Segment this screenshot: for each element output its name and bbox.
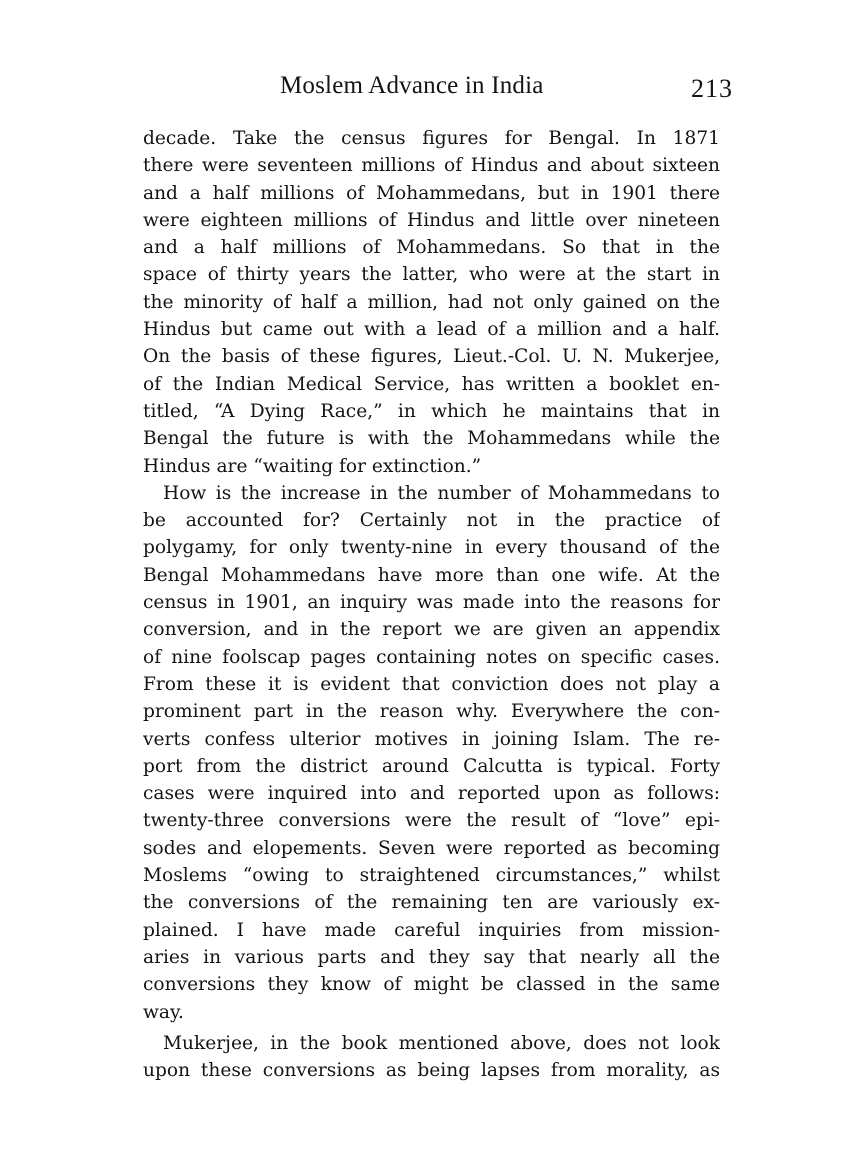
text-line: census in 1901, an inquiry was made into the reasons for — [143, 592, 720, 614]
text-line: decade. Take the census figures for Bengal. In 1871 — [143, 128, 720, 149]
text-line: of nine foolscap pages containing notes on specific cases. — [143, 646, 720, 668]
text-line: conversion, and in the report we are given an appendix — [143, 619, 720, 641]
body-text — [143, 125, 720, 1084]
text-line: the minority of half a million, had not only gained on the — [143, 291, 720, 313]
text-line: Bengal the future is with the Mohammedans while the — [143, 428, 720, 450]
text-line: and a half millions of Mohammedans. So that in the — [143, 237, 720, 259]
text-line: conversions they know of might be classed in the same — [143, 974, 720, 996]
text-line: there were seventeen millions of Hindus and about sixteen — [143, 155, 720, 177]
text-line: Mukerjee, in the book mentioned above, does not look — [163, 1032, 720, 1054]
text-line: plained. I have made careful inquiries from mission- — [143, 919, 720, 941]
text-line: aries in various parts and they say that nearly all the — [143, 946, 720, 968]
paragraph-3 — [143, 1030, 720, 1085]
text-line: be accounted for? Certainly not in the practice of — [143, 510, 720, 532]
running-title: Moslem Advance in India — [280, 72, 544, 99]
running-head — [143, 72, 737, 112]
text-line: How is the increase in the number of Mohammedans to — [163, 482, 720, 504]
text-line: the conversions of the remaining ten are variously ex- — [143, 892, 720, 914]
text-line: cases were inquired into and reported upon as follows: — [143, 783, 720, 805]
text-line: of the Indian Medical Service, has written a booklet en- — [143, 373, 720, 395]
text-line: way. — [143, 1001, 184, 1023]
text-line: port from the district around Calcutta is typical. Forty — [143, 755, 720, 777]
text-line: On the basis of these figures, Lieut.-Col. U. N. Mukerjee, — [143, 346, 720, 368]
text-line: and a half millions of Mohammedans, but in 1901 there — [143, 182, 720, 204]
paragraph-2 — [143, 480, 720, 1026]
text-line: verts confess ulterior motives in joining Islam. The re- — [143, 728, 720, 750]
text-line: Hindus are “waiting for extinction.” — [143, 455, 482, 477]
text-line: were eighteen millions of Hindus and little over nineteen — [143, 209, 720, 231]
paragraph-1 — [143, 125, 720, 480]
text-line: space of thirty years the latter, who were at the start in — [143, 264, 720, 286]
text-line: Bengal Mohammedans have more than one wife. At the — [143, 564, 720, 586]
text-line: polygamy, for only twenty-nine in every thousand of the — [143, 537, 720, 559]
text-line: Moslems “owing to straightened circumstances,” whilst — [143, 865, 720, 887]
text-line: twenty-three conversions were the result of “love” epi- — [143, 810, 720, 832]
text-line: Hindus but came out with a lead of a million and a half. — [143, 319, 720, 341]
text-line: upon these conversions as being lapses from morality, as — [143, 1060, 720, 1082]
page-number: 213 — [691, 74, 733, 103]
text-line: titled, “A Dying Race,” in which he maintains that in — [143, 400, 720, 422]
text-line: prominent part in the reason why. Everywhere the con- — [143, 701, 720, 723]
text-line: From these it is evident that conviction does not play a — [143, 673, 720, 695]
text-line: sodes and elopements. Seven were reported as becoming — [143, 837, 720, 859]
